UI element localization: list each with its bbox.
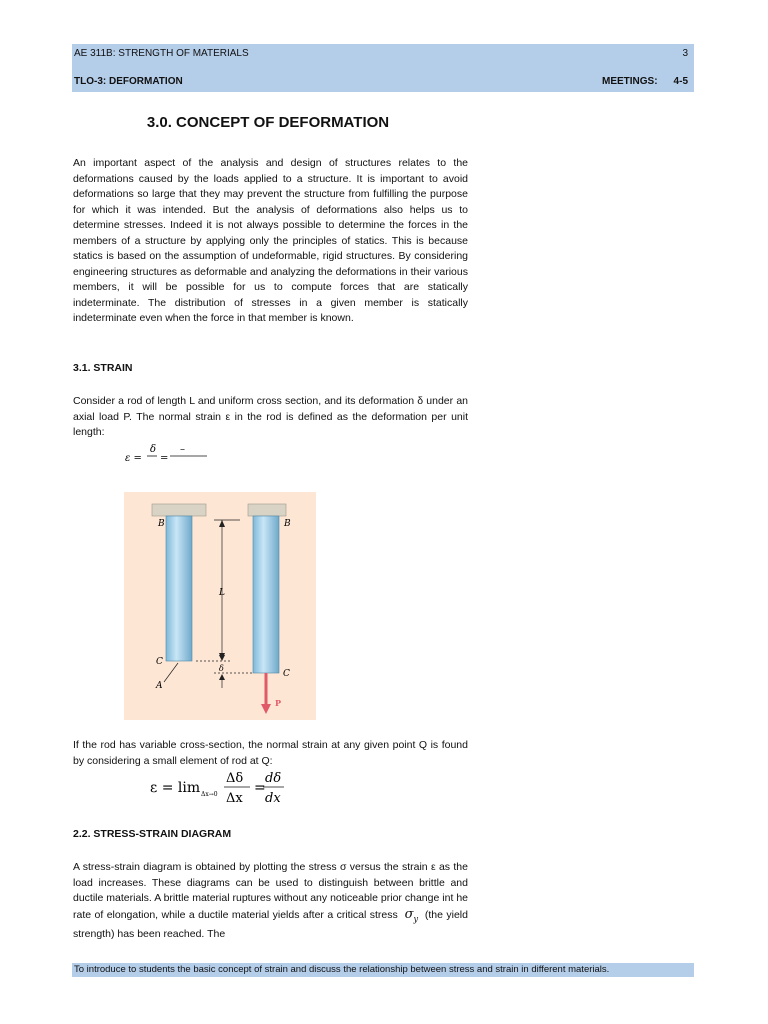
strain-paragraph: Consider a rod of length L and uniform cross section, and its deformation δ under an axial load P. The normal strain ε in the rod is defined as the deformation per unit length: [73, 395, 468, 438]
eq-lhs: ε = [125, 453, 142, 464]
strain-limit-equation [150, 768, 300, 808]
stress-strain-text-end: (the yield strength) has been reached. The [73, 908, 468, 940]
label-p: P [275, 698, 282, 708]
eq-numerator-2: – [180, 444, 185, 455]
right-support [248, 504, 286, 516]
label-c-right: C [283, 669, 290, 679]
stress-strain-text: A stress-strain diagram is obtained by plotting the stress σ versus the strain ε as the load increases. These diagrams can be used to distinguish between brittle and ductile materials. A brittle material ruptures without any noticeable prior change int he rate of elongation, while a ductile material yields after a critical stress [73, 861, 468, 921]
stress-strain-heading: 2.2. STRESS-STRAIN DIAGRAM [73, 828, 232, 840]
eq2-equals: = [254, 780, 266, 796]
label-length: L [219, 588, 225, 598]
meetings-label: MEETINGS: [601, 76, 658, 87]
tlo-title: TLO-3: DEFORMATION [74, 76, 183, 87]
eq2-den2: dx [265, 791, 281, 806]
label-b-left: B [158, 519, 165, 529]
eq-equals: = [160, 453, 169, 464]
label-a: A [156, 681, 163, 691]
strain-heading: 3.1. STRAIN [73, 362, 133, 374]
right-rod [253, 516, 279, 673]
intro-paragraph: An important aspect of the analysis and design of structures relates to the deformations caused by the loads applied to a structure. It is important to avoid deformations so large that they may prevent the structure from fulfilling the purpose for which it was intended. But the analysis of deformations also helps us to determine stresses. Indeed it is not always possible to determine the forces in the members of a structure by applying only the principles of statics. This is because statics is based on the assumption of undeformable, rigid structures. By considering engineering structures as deformable and analyzing the deformations in their various members, it will be possible for us to compute forces that are statically indeterminate. The distribution of stresses in a given member is statically indeterminate even when the force in that member is known. [73, 157, 468, 324]
yield-stress-symbol: $\sigma_y$ [404, 906, 419, 924]
variable-section-paragraph: If the rod has variable cross-section, the normal strain at any given point Q is found by considering a small element of rod at Q: [73, 739, 468, 767]
left-rod [166, 516, 192, 661]
label-delta: δ [219, 664, 224, 673]
page-footer: To introduce to students the basic concept of strain and discuss the relationship between stress and strain in different materials. [72, 963, 694, 977]
eq-numerator: δ [150, 444, 157, 455]
strain-equation [125, 443, 215, 467]
eq2-sub: Δx→0 [201, 791, 218, 798]
left-support [152, 504, 206, 516]
section-title: 3.0. CONCEPT OF DEFORMATION [146, 114, 390, 131]
course-title: AE 311B: STRENGTH OF MATERIALS [74, 48, 249, 59]
eq2-den1: Δx [226, 791, 243, 806]
eq2-lhs: ε = lim [150, 780, 201, 796]
rod-deformation-figure [124, 492, 316, 720]
label-c-left: C [156, 657, 163, 667]
page-header [72, 44, 694, 92]
meetings-info [602, 74, 688, 90]
eq2-num2: dδ [265, 771, 282, 786]
stress-strain-paragraph [73, 860, 468, 942]
label-b-right: B [284, 519, 291, 529]
meetings-value: 4-5 [673, 76, 688, 87]
eq2-num1: Δδ [226, 771, 244, 786]
page-number: 3 [682, 48, 688, 59]
